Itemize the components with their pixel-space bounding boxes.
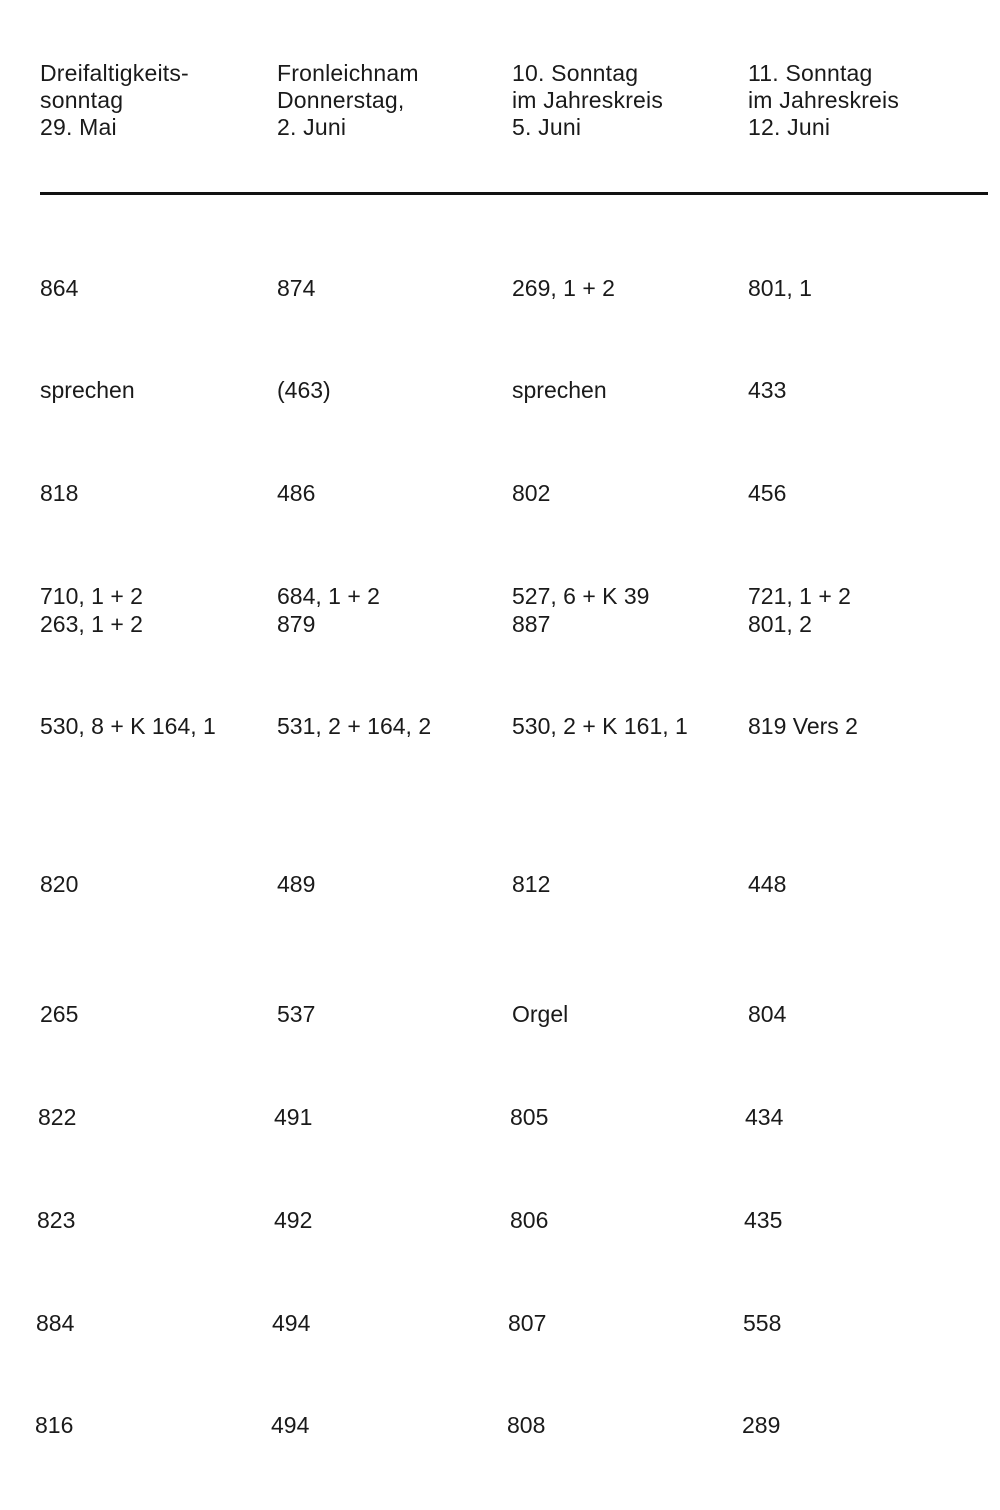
cell-text: 812 [512, 871, 551, 897]
cell-text: 802 [512, 480, 551, 506]
table-cell [512, 274, 615, 302]
cell-text: 822 [38, 1104, 77, 1130]
table-cell [38, 1103, 76, 1131]
header-line: 11. Sonntag [748, 60, 873, 86]
cell-text: 874 [277, 275, 316, 301]
header-line: sonntag [40, 87, 124, 113]
table-cell [277, 274, 315, 302]
cell-text: 456 [748, 480, 787, 506]
cell-text: 820 [40, 871, 79, 897]
cell-text: 816 [35, 1412, 74, 1438]
cell-text: 537 [277, 1001, 316, 1027]
header-line: 10. Sonntag [512, 60, 639, 86]
table-cell [36, 1309, 74, 1337]
cell-text: 530, 8 + K 164, 1 [40, 713, 216, 739]
header-line: im Jahreskreis [512, 87, 664, 113]
table-cell [512, 582, 649, 638]
table-cell [40, 376, 135, 404]
cell-text: 531, 2 + 164, 2 [277, 713, 432, 739]
cell-text: 721, 1 + 2 [748, 583, 851, 609]
table-cell [748, 376, 786, 404]
table-cell [512, 1000, 568, 1028]
table-cell [274, 1206, 312, 1234]
table-cell [40, 870, 78, 898]
cell-text: 864 [40, 275, 79, 301]
header-line: Donnerstag, [277, 87, 405, 113]
column-header-fronleichnam [277, 60, 419, 141]
header-line: 5. Juni [512, 114, 582, 140]
header-divider [40, 192, 988, 195]
cell-text: 819 Vers 2 [748, 713, 858, 739]
cell-text: 289 [742, 1412, 781, 1438]
table-cell [512, 712, 688, 740]
table-cell [748, 479, 786, 507]
cell-text: 808 [507, 1412, 546, 1438]
cell-text: 486 [277, 480, 316, 506]
table-cell [35, 1411, 73, 1439]
table-cell [512, 870, 550, 898]
table-cell [512, 376, 607, 404]
cell-text: (463) [277, 377, 331, 403]
table-cell [277, 582, 380, 638]
header-line: 2. Juni [277, 114, 347, 140]
table-cell [272, 1309, 310, 1337]
cell-text: 434 [745, 1104, 784, 1130]
cell-text: 879 [277, 611, 316, 637]
table-cell [274, 1103, 312, 1131]
table-cell [744, 1206, 782, 1234]
cell-text: 818 [40, 480, 79, 506]
table-cell [512, 479, 550, 507]
cell-text: 884 [36, 1310, 75, 1336]
table-cell [742, 1411, 780, 1439]
cell-text: 806 [510, 1207, 549, 1233]
table-cell [277, 479, 315, 507]
cell-text: 805 [510, 1104, 549, 1130]
table-cell [510, 1103, 548, 1131]
table-cell [510, 1206, 548, 1234]
cell-text: 491 [274, 1104, 313, 1130]
column-header-11-sonntag [748, 60, 899, 141]
table-cell [748, 870, 786, 898]
cell-text: 527, 6 + K 39 [512, 583, 650, 609]
cell-text: 804 [748, 1001, 787, 1027]
table-cell [745, 1103, 783, 1131]
header-line: 12. Juni [748, 114, 831, 140]
table-cell [40, 712, 216, 740]
table-cell [508, 1309, 546, 1337]
table-cell [743, 1309, 781, 1337]
column-header-dreifaltigkeitssonntag [40, 60, 189, 141]
cell-text: 433 [748, 377, 787, 403]
cell-text: 530, 2 + K 161, 1 [512, 713, 688, 739]
header-line: Fronleichnam [277, 60, 419, 86]
table-cell [40, 274, 78, 302]
cell-text: 807 [508, 1310, 547, 1336]
cell-text: 492 [274, 1207, 313, 1233]
cell-text: 801, 2 [748, 611, 812, 637]
cell-text: Orgel [512, 1001, 569, 1027]
cell-text: sprechen [512, 377, 607, 403]
table-cell [277, 376, 331, 404]
header-line: Dreifaltigkeits- [40, 60, 189, 86]
header-line: 29. Mai [40, 114, 117, 140]
table-cell [748, 712, 858, 740]
table-cell [37, 1206, 75, 1234]
cell-text: 684, 1 + 2 [277, 583, 380, 609]
cell-text: 558 [743, 1310, 782, 1336]
table-cell [748, 1000, 786, 1028]
cell-text: 494 [272, 1310, 311, 1336]
table-cell [277, 712, 431, 740]
cell-text: 801, 1 [748, 275, 812, 301]
column-header-10-sonntag [512, 60, 663, 141]
table-cell [40, 1000, 78, 1028]
table-cell [277, 1000, 315, 1028]
cell-text: 823 [37, 1207, 76, 1233]
cell-text: 887 [512, 611, 551, 637]
table-cell [277, 870, 315, 898]
table-cell [40, 582, 143, 638]
cell-text: 448 [748, 871, 787, 897]
cell-text: 710, 1 + 2 [40, 583, 143, 609]
table-cell [507, 1411, 545, 1439]
cell-text: sprechen [40, 377, 135, 403]
cell-text: 269, 1 + 2 [512, 275, 615, 301]
table-cell [748, 274, 812, 302]
cell-text: 263, 1 + 2 [40, 611, 143, 637]
cell-text: 435 [744, 1207, 783, 1233]
table-cell [40, 479, 78, 507]
cell-text: 265 [40, 1001, 79, 1027]
cell-text: 489 [277, 871, 316, 897]
cell-text: 494 [271, 1412, 310, 1438]
table-cell [271, 1411, 309, 1439]
table-cell [748, 582, 851, 638]
header-line: im Jahreskreis [748, 87, 900, 113]
